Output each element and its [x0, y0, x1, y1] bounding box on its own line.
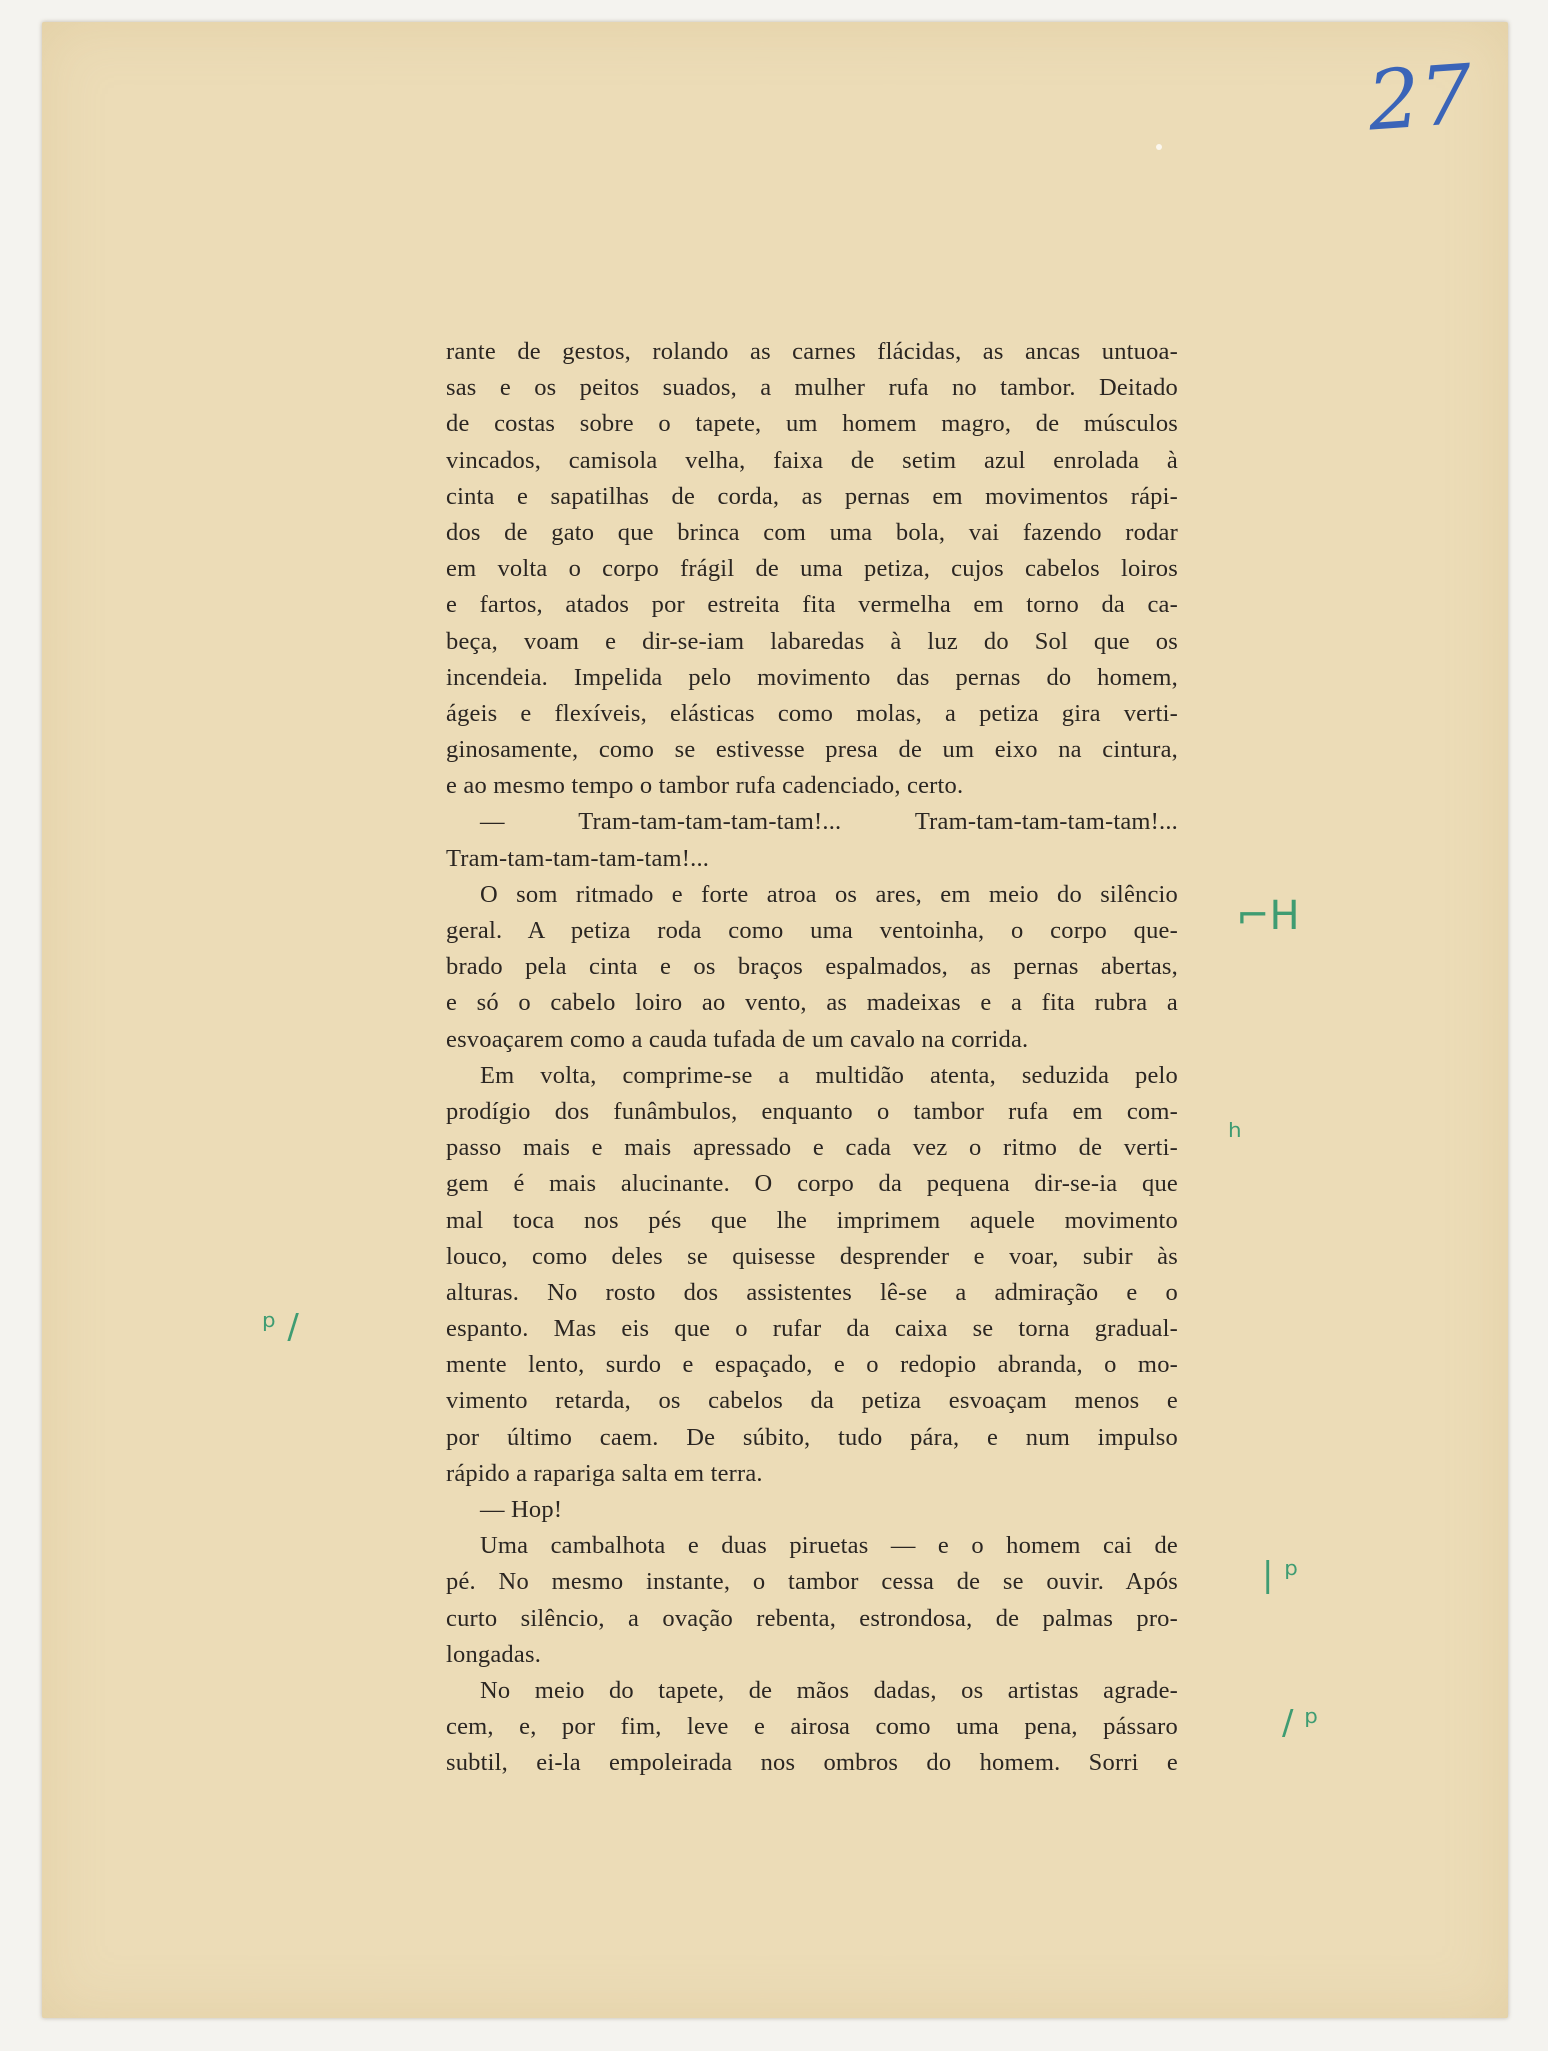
text-line: geral. A petiza roda como uma ventoinha, o corpo que- [446, 917, 1178, 944]
text-line: brado pela cinta e os braços espalmados, as pernas abertas, [446, 953, 1178, 981]
text-line: esvoaçarem como a cauda tufada de um cavalo na corrida. [446, 1025, 1029, 1053]
text-line: longadas. [446, 1640, 542, 1668]
text-line: sas e os peitos suados, a mulher rufa no tambor. Deitado [446, 374, 1178, 402]
text-line: beça, voam e dir-se-iam labaredas à luz do Sol que os [446, 627, 1178, 655]
text-line: gem é mais alucinante. O corpo da pequena dir-se-ia que [446, 1170, 1178, 1198]
text-line: vincados, camisola velha, faixa de setim azul enrolada à [446, 446, 1178, 474]
text-line: mente lento, surdo e espaçado, e o redopio abranda, o mo- [446, 1351, 1178, 1379]
paper-speck [1156, 144, 1162, 150]
margin-mark-4: | ᵖ [1262, 1555, 1299, 1595]
text-line: e ao mesmo tempo o tambor rufa cadenciado, certo. [446, 772, 964, 800]
text-line: alturas. No rosto dos assistentes lê-se a admiração e o [446, 1278, 1178, 1306]
text-line: prodígio dos funâmbulos, enquanto o tambor rufa em com- [446, 1097, 1178, 1125]
text-line: dos de gato que brinca com uma bola, vai fazendo rodar [446, 518, 1178, 546]
text-line: mal toca nos pés que lhe imprimem aquele movimento [446, 1206, 1178, 1234]
text-line: passo mais e mais apressado e cada vez o ritmo de verti- [446, 1134, 1178, 1162]
margin-mark-1: ⌐H [1236, 893, 1300, 939]
text-line: em volta o corpo frágil de uma petiza, cujos cabelos loiros [446, 555, 1178, 583]
text-line: de costas sobre o tapete, um homem magro, de músculos [446, 410, 1178, 438]
text-line: espanto. Mas eis que o rufar da caixa se torna gradual- [446, 1315, 1178, 1343]
margin-mark-3: ᵖ / [262, 1307, 299, 1347]
text-line: — Hop! [480, 1496, 563, 1523]
text-line: louco, como deles se quisesse desprender e voar, subir às [446, 1242, 1178, 1270]
text-line: por último caem. De súbito, tudo pára, e num impulso [446, 1423, 1178, 1451]
text-line: subtil, ei-la empoleirada nos ombros do homem. Sorri e [446, 1749, 1178, 1777]
text-line: cinta e sapatilhas de corda, as pernas em movimentos rápi- [446, 482, 1178, 510]
page-number: 27 [1364, 47, 1476, 150]
text-line: Uma cambalhota e duas piruetas — e o homem cai de [480, 1532, 1178, 1560]
text-line: O som ritmado e forte atroa os ares, em meio do silêncio [480, 880, 1178, 908]
text-line: e só o cabelo loiro ao vento, as madeixas e a fita rubra a [446, 989, 1178, 1017]
margin-mark-2: ʰ [1228, 1117, 1242, 1157]
body-text [446, 334, 1178, 1782]
margin-mark-5: / ᵖ [1282, 1703, 1319, 1743]
text-line: No meio do tapete, de mãos dadas, os artistas agrade- [480, 1676, 1178, 1704]
text-line: curto silêncio, a ovação rebenta, estrondosa, de palmas pro- [446, 1604, 1178, 1632]
text-line: pé. No mesmo instante, o tambor cessa de se ouvir. Após [446, 1568, 1178, 1596]
text-line: rante de gestos, rolando as carnes flácidas, as ancas untuoa- [446, 338, 1178, 365]
text-line: vimento retarda, os cabelos da petiza esvoaçam menos e [446, 1387, 1178, 1415]
text-line: Em volta, comprime-se a multidão atenta, seduzida pelo [480, 1061, 1178, 1089]
text-line: ágeis e flexíveis, elásticas como molas, a petiza gira verti- [446, 699, 1178, 727]
text-line: ginosamente, como se estivesse presa de um eixo na cintura, [446, 736, 1178, 764]
text-line: cem, e, por fim, leve e airosa como uma pena, pássaro [446, 1713, 1178, 1741]
text-line: e fartos, atados por estreita fita vermelha em torno da ca- [446, 591, 1178, 619]
text-line: incendeia. Impelida pelo movimento das pernas do homem, [446, 663, 1178, 691]
text-line: Tram-tam-tam-tam-tam!... [446, 844, 710, 872]
text-line: — Tram-tam-tam-tam-tam!... Tram-tam-tam-tam-tam!... [480, 808, 1178, 836]
text-line: rápido a rapariga salta em terra. [446, 1459, 763, 1487]
